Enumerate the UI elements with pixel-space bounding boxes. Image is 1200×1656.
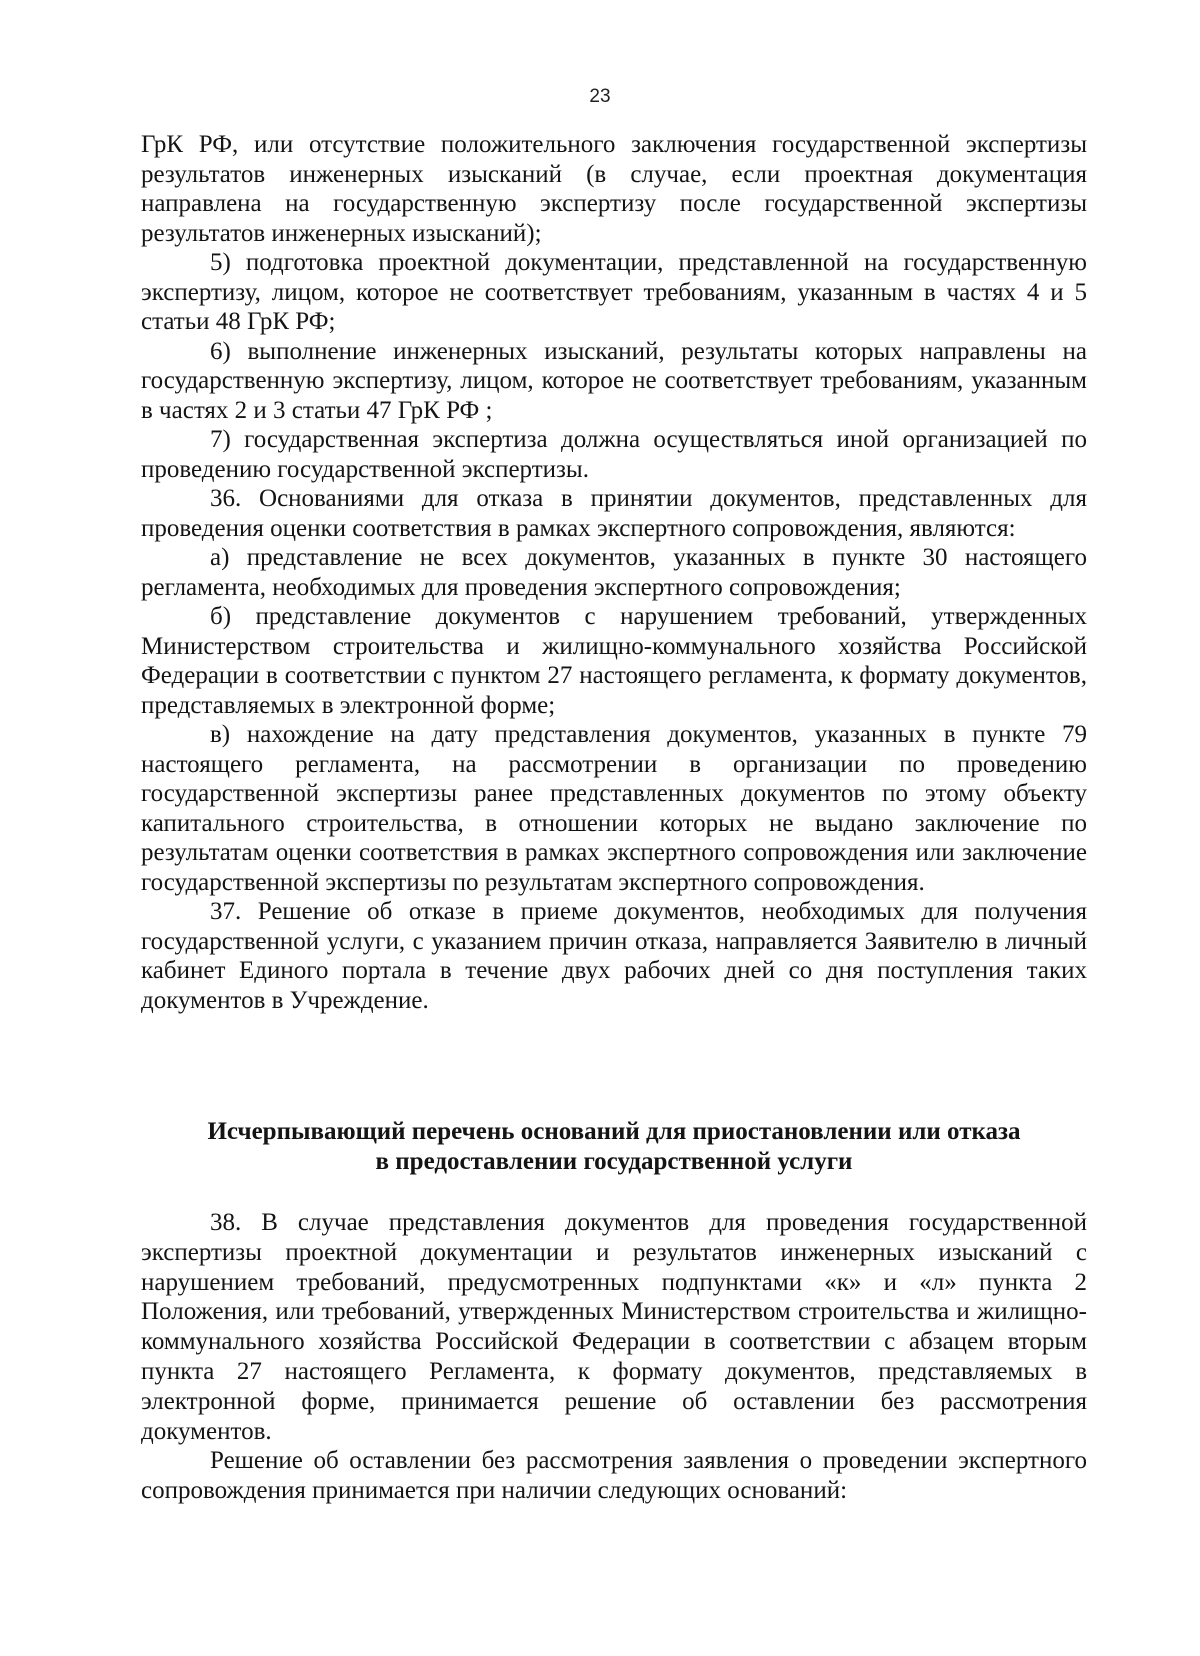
paragraph-decision: Решение об оставлении без рассмотрения заявления о проведении экспертного сопровождения принимается при наличии следующих оснований:	[141, 1447, 1087, 1505]
paragraph-38: 38. В случае представления документов для проведения государственной экспертизы проектной документации и результатов инженерных изысканий с нарушением требований, предусмотренных подпунктами «к» и «л» пункта 2 Положения, или требований, утвержденных Министерством строительства и жилищно-коммунального хозяйства Российской Федерации в соответствии с абзацем вторым пункта 27 настоящего Регламента, к формату документов, представляемых в электронной форме, принимается решение об оставлении без рассмотрения документов.	[141, 1209, 1087, 1445]
page-number: 23	[589, 86, 611, 107]
paragraph-continuation: ГрК РФ, или отсутствие положительного заключения государственной экспертизы результатов инженерных изысканий (в случае, если проектная документация направлена на государственную экспертизу после государственной экспертизы результатов инженерных изысканий);	[141, 131, 1087, 247]
section-heading	[141, 1117, 1087, 1177]
paragraph-36: 36. Основаниями для отказа в принятии документов, представленных для проведения оценки соответствия в рамках экспертного сопровождения, являются:	[141, 485, 1087, 542]
paragraph-item-7: 7) государственная экспертиза должна осуществляться иной организацией по проведению государственной экспертизы.	[141, 426, 1087, 483]
paragraph-36-b: б) представление документов с нарушением требований, утвержденных Министерством строительства и жилищно-коммунального хозяйства Российской Федерации в соответствии с пунктом 27 настоящего регламента, к формату документов, представляемых в электронной форме;	[141, 603, 1087, 719]
body-text-upper	[141, 130, 1087, 1015]
paragraph-36-a: а) представление не всех документов, указанных в пункте 30 настоящего регламента, необходимых для проведения экспертного сопровождения;	[141, 544, 1087, 601]
section-heading-line-2: в предоставлении государственной услуги	[375, 1148, 853, 1175]
body-text-lower	[141, 1208, 1087, 1506]
paragraph-36-v: в) нахождение на дату представления документов, указанных в пункте 79 настоящего регламента, на рассмотрении в организации по проведению государственной экспертизы ранее представленных документов по этому объекту капитального строительства, в отношении которых не выдано заключение по результатам оценки соответствия в рамках экспертного сопровождения или заключение государственной экспертизы по результатам экспертного сопровождения.	[141, 721, 1087, 896]
paragraph-item-5: 5) подготовка проектной документации, представленной на государственную экспертизу, лицом, которое не соответствует требованиям, указанным в частях 4 и 5 статьи 48 ГрК РФ;	[141, 249, 1087, 335]
section-heading-line-1: Исчерпывающий перечень оснований для приостановлении или отказа	[207, 1118, 1021, 1145]
paragraph-item-6: 6) выполнение инженерных изысканий, результаты которых направлены на государственную экспертизу, лицом, которое не соответствует требованиям, указанным в частях 2 и 3 статьи 47 ГрК РФ ;	[141, 337, 1087, 424]
paragraph-37: 37. Решение об отказе в приеме документов, необходимых для получения государственной услуги, с указанием причин отказа, направляется Заявителю в личный кабинет Единого портала в течение двух рабочих дней со дня поступления таких документов в Учреждение.	[141, 898, 1087, 1014]
